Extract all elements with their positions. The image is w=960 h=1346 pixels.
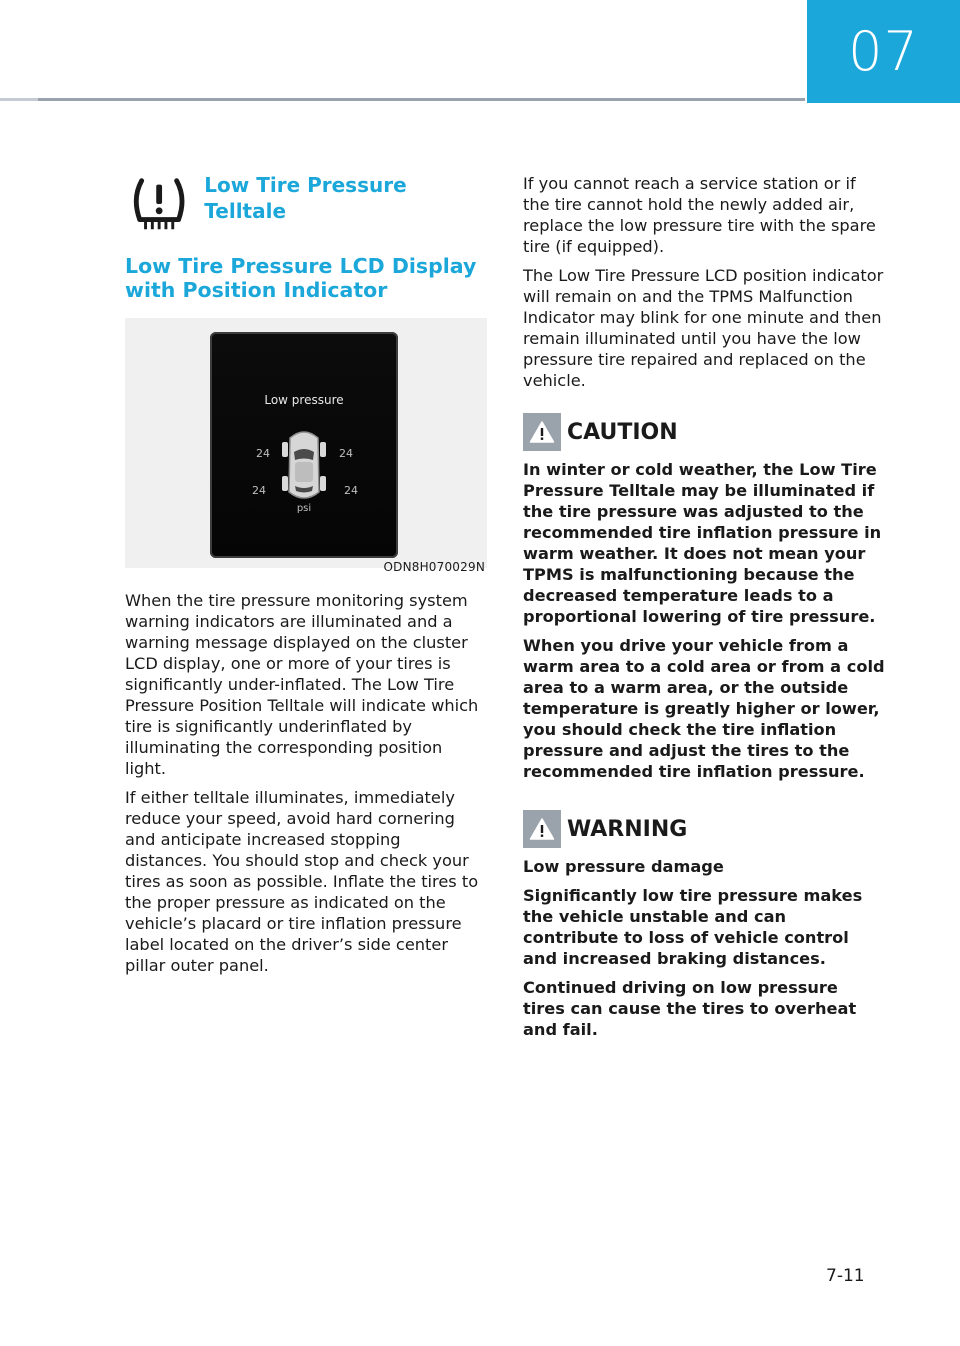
figure-code: ODN8H070029N xyxy=(383,560,485,574)
right-column xyxy=(523,170,885,1048)
left-paragraph-2: If either telltale illuminates, immediately reduce your speed, avoid hard cornering and anticipate increased stopping distances. You should stop and check your tires as soon as possible. Inflate the tires to the proper pressure as indicated on the vehicle’s placard or tire inflation pressure label located on the driver’s side center pillar outer panel. xyxy=(125,788,479,975)
telltale-heading xyxy=(125,170,487,240)
page-number: 7-11 xyxy=(826,1266,865,1286)
pressure-front-right: 24 xyxy=(339,447,353,460)
warning-label: WARNING xyxy=(567,816,688,842)
car-top-view-icon xyxy=(280,428,328,504)
caution-paragraph-2: When you drive your vehicle from a warm area to a cold area or from a cold area to a warm area, or the outside temperature is greatly higher or lower, you should check the tire inflation pressure and adjust the tires to the recommended tire inflation pressure. xyxy=(523,636,885,781)
tire-pressure-warning-icon xyxy=(130,174,188,234)
warning-paragraph-2: Continued driving on low pressure tires can cause the tires to overheat and fail. xyxy=(523,978,857,1039)
header-rule xyxy=(0,98,805,101)
left-column xyxy=(125,170,487,984)
header-rule-accent xyxy=(0,98,38,101)
pressure-unit: psi xyxy=(296,503,312,514)
warning-heading xyxy=(523,810,885,848)
warning-subtitle: Low pressure damage xyxy=(523,857,724,876)
caution-heading xyxy=(523,413,885,451)
section-title-line2: with Position Indicator xyxy=(125,278,388,302)
caution-label: CAUTION xyxy=(567,419,678,445)
section-title-line1: Low Tire Pressure LCD Display xyxy=(125,254,477,278)
chapter-tab: 07 xyxy=(807,0,960,103)
right-paragraph-2: The Low Tire Pressure LCD position indicator will remain on and the TPMS Malfunction Indicator may blink for one minute and then remain illuminated until you have the low pressure tire repaired and replaced on the vehicle. xyxy=(523,266,884,390)
caution-icon-box xyxy=(523,413,561,451)
cluster-lcd-screen xyxy=(210,332,398,558)
lcd-display-figure xyxy=(125,318,487,574)
section-title xyxy=(125,254,487,302)
pressure-rear-right: 24 xyxy=(344,484,358,497)
pressure-front-left: 24 xyxy=(256,447,270,460)
pressure-rear-left: 24 xyxy=(252,484,266,497)
warning-paragraph-1: Significantly low tire pressure makes the vehicle unstable and can contribute to loss of vehicle control and increased braking distances. xyxy=(523,886,863,968)
right-paragraph-1: If you cannot reach a service station or if the tire cannot hold the newly added air, replace the low pressure tire with the spare tire (if equipped). xyxy=(523,174,876,256)
warning-triangle-icon xyxy=(529,817,555,841)
warning-triangle-icon xyxy=(529,420,555,444)
warning-icon-box xyxy=(523,810,561,848)
caution-paragraph-1: In winter or cold weather, the Low Tire Pressure Telltale may be illuminated if the tire pressure was adjusted to the recommended tire inflation pressure in warm weather. It does not mean your TPMS is malfunctioning because the decreased temperature leads to a proportional lowering of tire pressure. xyxy=(523,460,882,626)
screen-title: Low pressure xyxy=(264,393,344,407)
left-paragraph-1: When the tire pressure monitoring system warning indicators are illuminated and a warning message displayed on the cluster LCD display, one or more of your tires is significantly under-inflated. The Low Tire Pressure Position Telltale will indicate which tire is significantly underinflated by illuminating the corresponding position light. xyxy=(125,591,479,778)
warning-notice xyxy=(523,810,885,1040)
telltale-title: Low Tire Pressure Telltale xyxy=(204,173,407,223)
caution-notice xyxy=(523,413,885,782)
